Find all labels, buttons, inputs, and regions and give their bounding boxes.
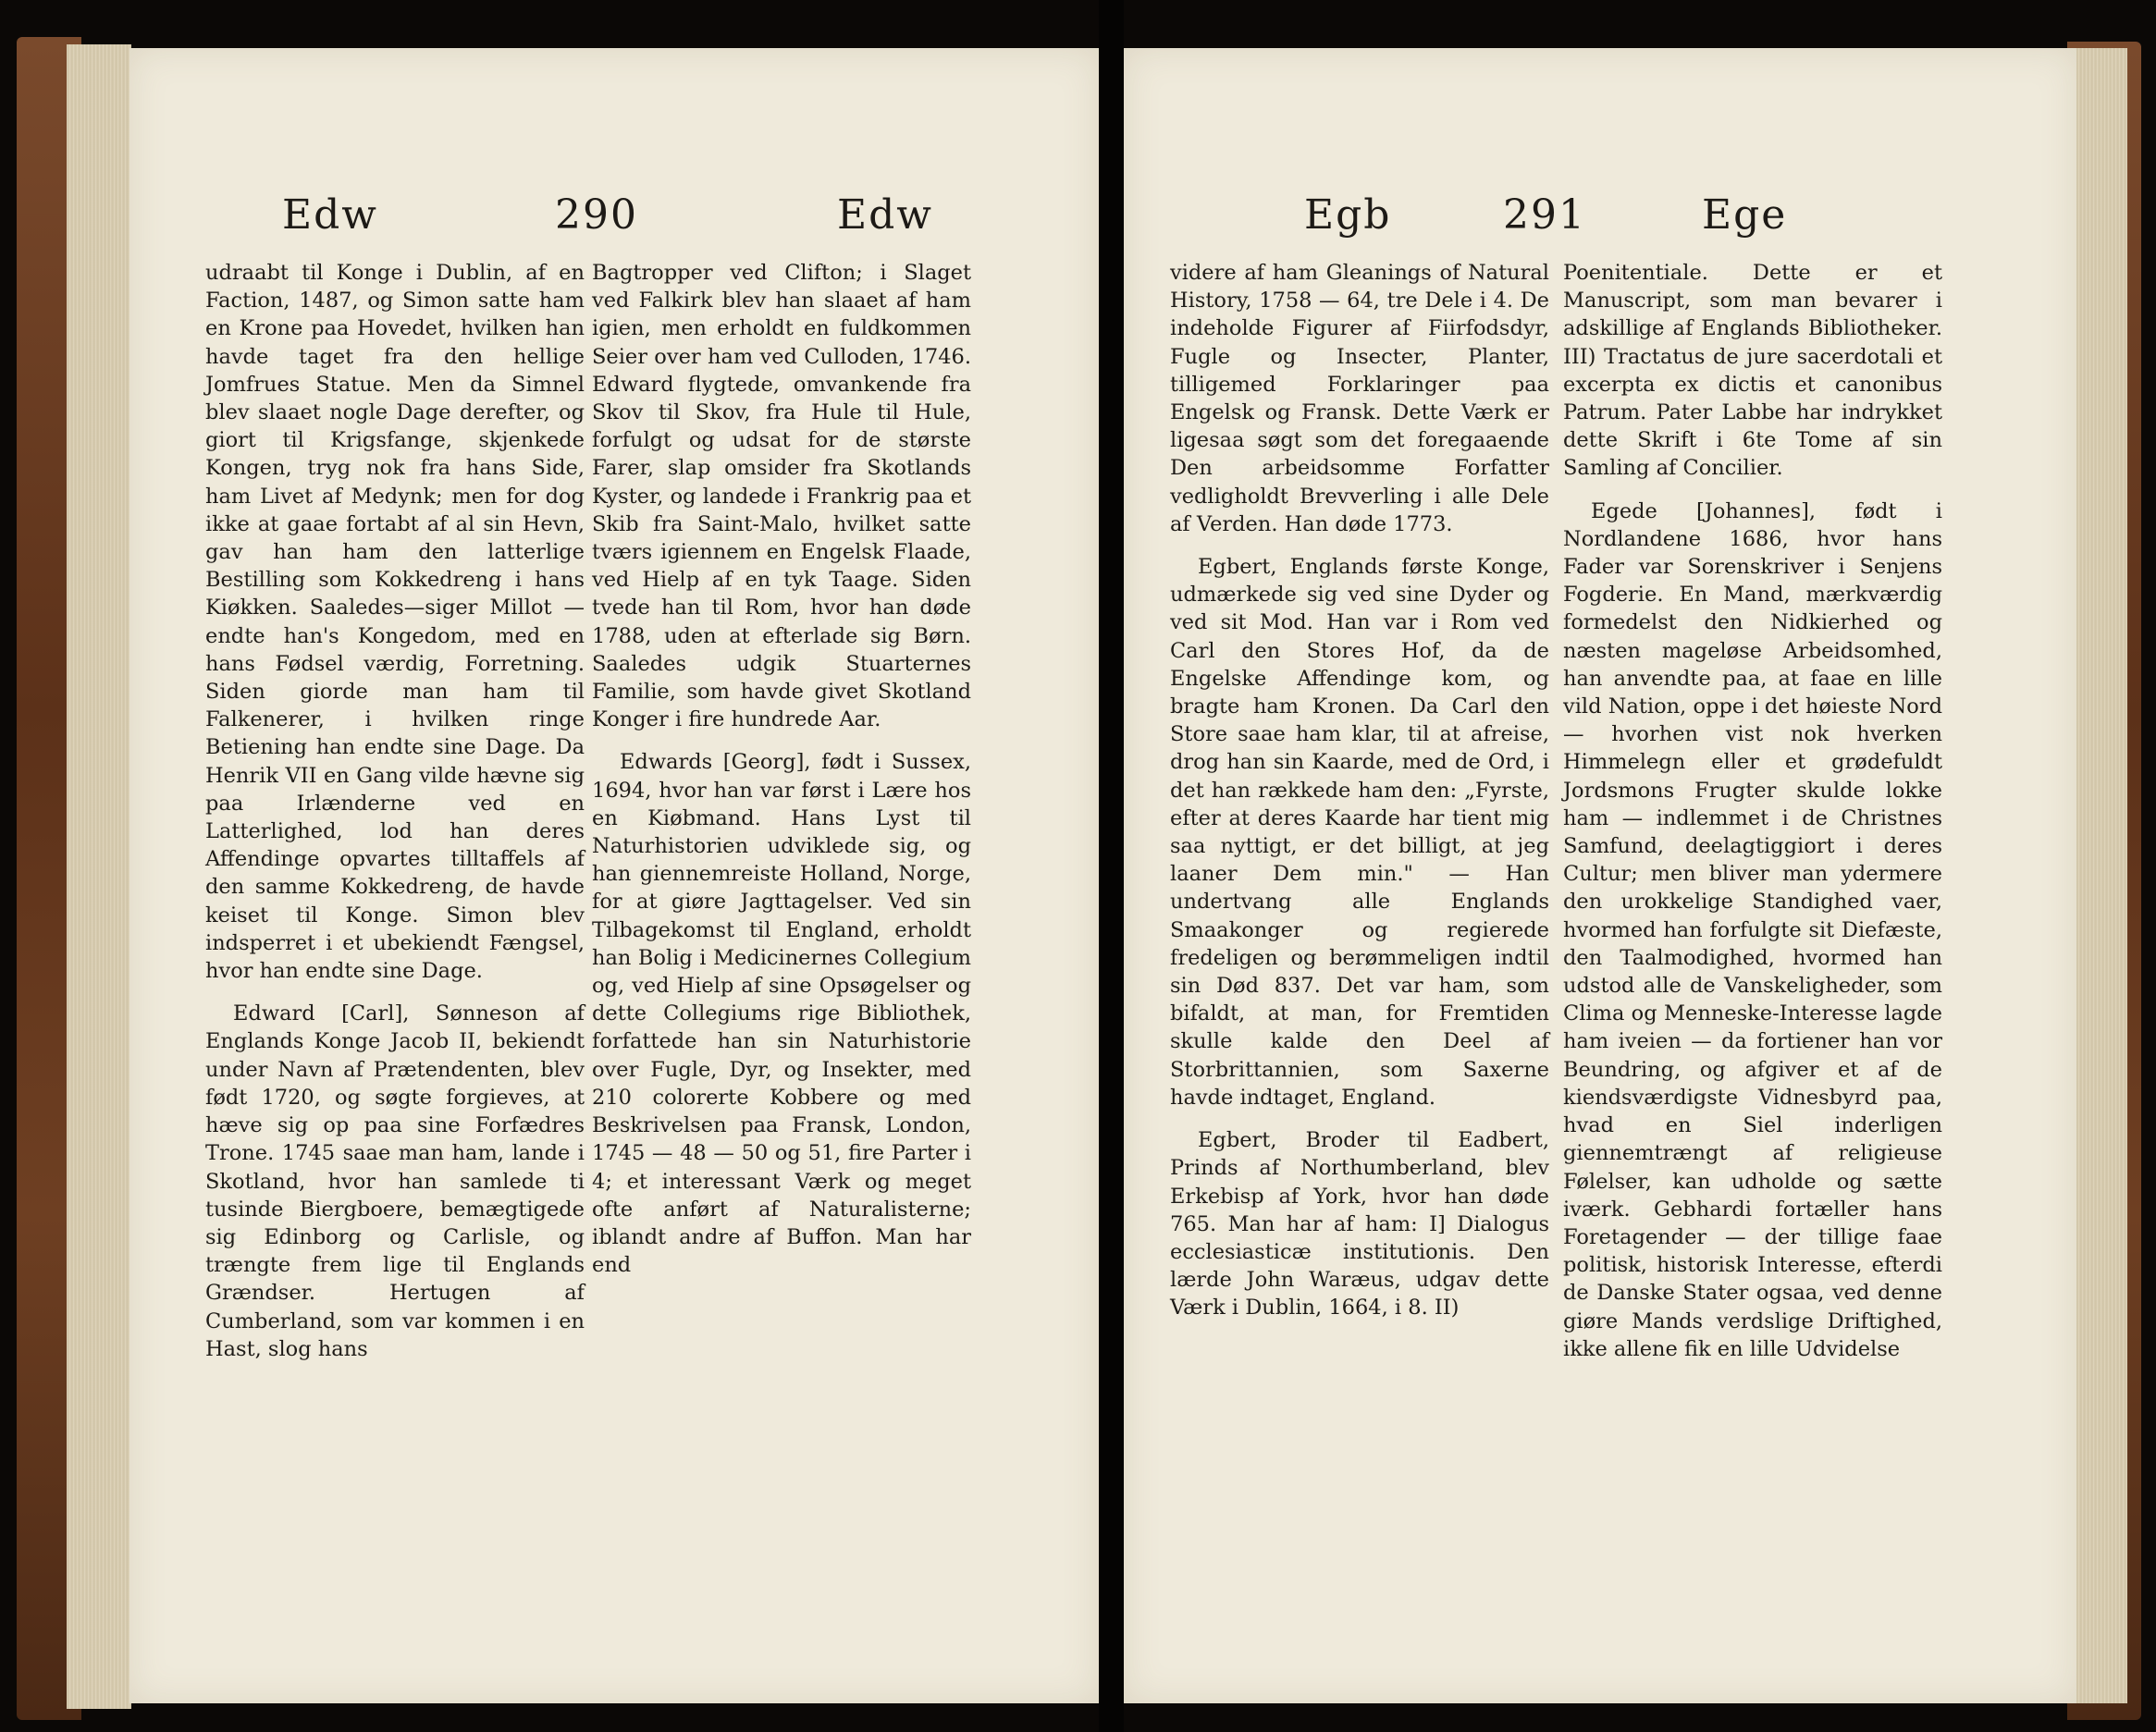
paragraph: videre af ham Gleanings of Natural History, 1758 — 64, tre Dele i 4. De indeholde Figurer af Fiirfodsdyr, Fugle og Insecter, Planter, tilligemed Forklaringer paa Engelsk og Fransk. Dette Værk er ligesaa søgt som det foregaaende Den arbeidsomme Forfatter vedligholdt Brevverling i alle Dele af Verden. Han døde 1773. (1170, 261, 1549, 536)
entry-egbert-archbishop: Egbert, Broder til Eadbert, Prinds af Northumberland, blev Erkebisp af York, hvor han døde 765. Man har af ham: I] Dialogus ecclesiasticæ institutionis. Den lærde John Waræus, udgav dette Værk i Dublin, 1664, i 8. II) (1170, 1128, 1549, 1320)
left-column-2 (592, 259, 971, 1279)
left-header-right: Edw (837, 191, 933, 239)
right-column-2 (1563, 259, 1942, 1363)
paragraph: udraabt til Konge i Dublin, af en Faction, 1487, og Simon satte ham en Krone paa Hovedet, hvilken han havde taget fra den hellige Jomfrues Statue. Men da Simnel blev slaaet nogle Dage derefter, og giort til Krigsfange, skjenkede Kongen, tryg nok fra hans Side, ham Livet af Medynk; men for dog ikke at gaae fortabt af al sin Hevn, gav han ham den latterlige Bestilling som Kokkedreng i hans Kiøkken. Saaledes—siger Millot — endte han's Kongedom, med en hans Fødsel værdig, Forretning. Siden giorde man ham til Falkenerer, i hvilken ringe Betiening han endte sine Dage. Da Henrik VII en Gang vilde hævne sig paa Irlænderne ved en Latterlighed, lod han deres Affendinge opvartes tilltaffels af den samme Kokkedreng, de havde keiset til Konge. Simon blev indsperret i et ubekiendt Fængsel, hvor han endte sine Dage. (205, 261, 585, 984)
left-page (129, 48, 1099, 1703)
right-page (1124, 48, 2076, 1703)
left-page-edges (67, 44, 131, 1709)
right-column-1 (1170, 259, 1549, 1322)
right-page-number: 291 (1503, 191, 1586, 239)
entry-egbert-king: Egbert, Englands første Konge, udmærkede sig ved sine Dyder og ved sit Mod. Han var i Rom ved Carl den Stores Hof, da de Engelske Affendinge kom, og bragte ham Kronen. Da Carl den Store saae ham klar, til at afreise, drog han sin Kaarde, med de Ord, i det han rækkede ham den: „Fyrste, efter at deres Kaarde har tient mig saa nyttigt, er det billigt, at jeg laaner Dem min." — Han undertvang alle Englands Smaakonger og regierede fredeligen og berømmeligen indtil sin Død 837. Det var ham, som bifaldt, at man, for Fremtiden skulle kalde den Deel af Storbrittannien, som Saxerne havde indtaget, England. (1170, 555, 1549, 1110)
right-header-right: Ege (1702, 191, 1788, 239)
left-header-left: Edw (282, 191, 378, 239)
paragraph: Bagtropper ved Clifton; i Slaget ved Falkirk blev han slaaet af ham igien, men erholdt en fuldkommen Seier over ham ved Culloden, 1746. Edward flygtede, omvankende fra Skov til Skov, fra Hule til Hule, forfulgt og udsat for de største Farer, slap omsider fra Skotlands Kyster, og landede i Frankrig paa et Skib fra Saint-Malo, hvilket satte tværs igiennem en Engelsk Flaade, ved Hielp af en tyk Taage. Siden tvede han til Rom, hvor han døde 1788, uden at efterlade sig Børn. Saaledes udgik Stuarternes Familie, som havde givet Skotland Konger i fire hundrede Aar. (592, 261, 971, 732)
entry-edwards-georg: Edwards [Georg], født i Sussex, 1694, hvor han var først i Lære hos en Kiøbmand. Hans Lyst til Naturhistorien udviklede sig, og han giennemreiste Holland, Norge, for at giøre Jagttagelser. Ved sin Tilbagekomst til England, erholdt han Bolig i Medicinernes Collegium og, ved Hielp af sine Opsøgelser og dette Collegiums rige Bibliothek, forfattede han sin Naturhistorie over Fugle, Dyr, og Insekter, med 210 colorerte Kobbere og med Beskrivelsen paa Fransk, London, 1745 — 48 — 50 og 51, fire Parter i 4; et interessant Værk og meget ofte anført af Naturalisterne; iblandt andre af Buffon. Man har end (592, 750, 971, 1278)
book-gutter (1099, 0, 1124, 1732)
left-page-number: 290 (555, 191, 638, 239)
paragraph: Poenitentiale. Dette er et Manuscript, som man bevarer i adskillige af Englands Bibliotheker. III) Tractatus de jure sacerdotali et excerpta ex dictis et canonibus Patrum. Pater Labbe har indrykket dette Skrift i 6te Tome af sin Samling af Concilier. (1563, 261, 1942, 481)
entry-edward-carl: Edward [Carl], Sønneson af Englands Konge Jacob II, bekiendt under Navn af Prætendenten, blev født 1720, og søgte forgieves, at hæve sig op paa sine Forfædres Trone. 1745 saae man ham, lande i Skotland, hvor han samlede ti tusinde Biergboere, bemægtigede sig Edinborg og Carlisle, og trængte frem lige til Englands Grændser. Hertugen af Cumberland, som var kommen i en Hast, slog hans (205, 1001, 585, 1361)
left-column-1 (205, 259, 585, 1363)
right-header-left: Egb (1304, 191, 1392, 239)
right-page-edges (2072, 48, 2127, 1703)
entry-egede-johannes: Egede [Johannes], født i Nordlandene 1686, hvor hans Fader var Sorenskriver i Senjens Fogderie. En Mand, mærkværdig formedelst den Nidkierhed og næsten mageløse Arbeidsomhed, han anvendte paa, at faae en lille vild Nation, oppe i det høieste Nord — hvorhen vist nok hverken Himmelegn eller et grødefuldt Jordsmons Frugter skulde lokke ham — indlemmet i de Christnes Samfund, deelagtiggiort i deres Cultur; men bliver man ydermere den urokkelige Standighed vaer, hvormed han forfulgte sit Diefæste, den Taalmodighed, hvormed han udstod alle de Vanskeligheder, som Clima og Menneske-Interesse lagde ham iveien — da fortiener han vor Beundring, og afgiver et af de kiendsværdigste Vidnesbyrd paa, hvad en Siel inderligen giennemtrængt af religieuse Følelser, kan udholde og sætte iværk. Gebhardi fortæller hans Foretagender — der tillige faae politisk, historisk Interesse, efterdi de Danske Stater ogsaa, ved denne giøre Mands verdslige Driftighed, ikke allene fik en lille Udvidelse (1563, 498, 1942, 1361)
